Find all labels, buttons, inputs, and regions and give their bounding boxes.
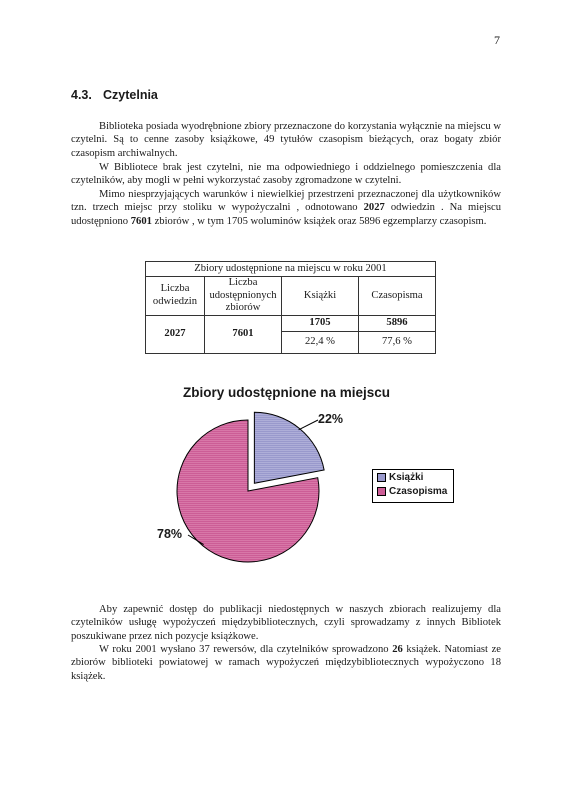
table-cell-collections: 7601 (205, 315, 282, 353)
leader-line-books (299, 420, 318, 430)
legend-item-magazines: Czasopisma (373, 484, 453, 498)
page-number: 7 (494, 33, 500, 47)
paragraph-intro: Biblioteka posiada wyodrębnione zbiory przeznaczone do korzystania wyłącznie na miejscu w czytelni. Są to cenne zasoby książkowe, 49 tytułów czasopism bieżących, oraz bogaty zbiór czasopism archiwalnych. (71, 121, 501, 159)
paragraph-statistics: Mimo niesprzyjających warunków i niewielkiej przestrzeni przeznaczonej dla użytkowników tzn. trzech miejsc przy stoliku w wypożyczalni , odnotowano 2027 odwiedzin . Na miejscu udostępniono 7601 zbiorów , w tym 1705 woluminów książek oraz 5896 egzemplarzy czasopism. (71, 189, 501, 227)
table-caption: Zbiory udostępnione na miejscu w roku 2001 (146, 262, 436, 277)
table-header-visits: Liczba odwiedzin (146, 277, 205, 316)
paragraph-no-reading-room: W Bibliotece brak jest czytelni, nie ma odpowiedniego i oddzielnego pomieszczenia dla czytelników, aby mogli w pełni wykorzystać zasoby zgromadzone w czytelni. (71, 162, 501, 187)
legend-item-books: Książki (373, 470, 453, 484)
section-number: 4.3. (71, 88, 92, 102)
table-cell-magazines-pct: 77,6 % (359, 331, 436, 353)
table-header-collections: Liczba udostępnionych zbiorów (205, 277, 282, 316)
legend-swatch-magazines (377, 487, 386, 496)
table-cell-books: 1705 (282, 315, 359, 331)
section-title: Czytelnia (103, 88, 158, 102)
slice-label-magazines: 78% (157, 527, 183, 541)
table-cell-visits: 2027 (146, 315, 205, 353)
table-cell-books-pct: 22,4 % (282, 331, 359, 353)
pie-slice-books (254, 412, 324, 483)
table-cell-magazines: 5896 (359, 315, 436, 331)
table-header-books: Książki (282, 277, 359, 316)
chart-legend (372, 469, 454, 503)
legend-swatch-books (377, 473, 386, 482)
paragraph-interlibrary: Aby zapewnić dostęp do publikacji niedostępnych w naszych zbiorach realizujemy dla czytelników usługę wypożyczeń międzybibliotecznych, czyli sprowadzamy z innych Bibliotek poszukiwane przez nich pozycje książkowe. (71, 604, 501, 642)
chart-title: Zbiory udostępnione na miejscu (183, 385, 391, 400)
slice-label-books: 22% (318, 412, 344, 426)
table-header-magazines: Czasopisma (359, 277, 436, 316)
paragraph-loans: W roku 2001 wysłano 37 rewersów, dla czytelników sprowadzono 26 książek. Natomiast ze zbiorów biblioteki powiatowej w ramach wypożyczeń międzybibliotecznych wypożyczono 18 książek. (71, 644, 502, 682)
